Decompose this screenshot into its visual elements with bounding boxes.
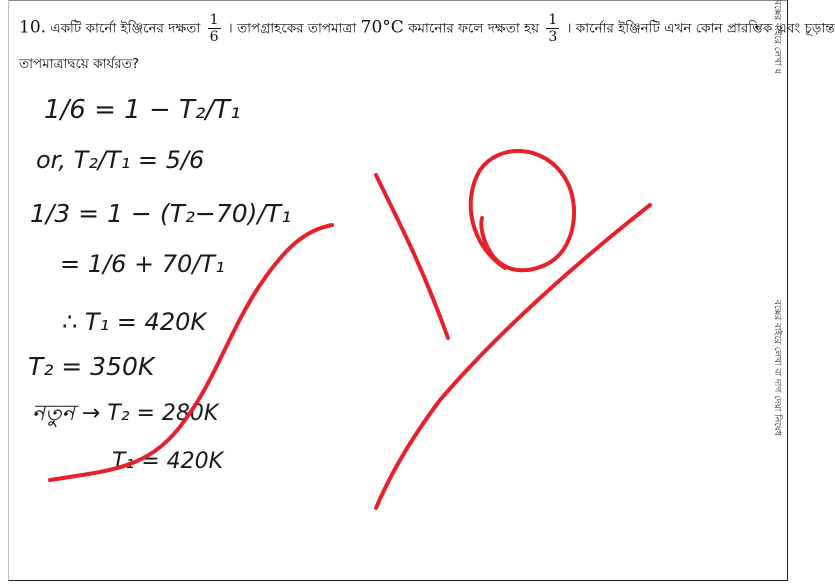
grade-score: 10 bbox=[0, 0, 2, 1]
margin-warning-upper: বক্সের বাইরে লেখা য bbox=[772, 0, 782, 74]
work-line-8: T₁ = 420K bbox=[112, 449, 224, 474]
red-check-tick bbox=[376, 205, 650, 508]
question-text-b: । তাপগ্রাহকের তাপমাত্রা bbox=[227, 20, 357, 37]
work-line-5: ∴ T₁ = 420K bbox=[62, 308, 207, 336]
score-digit-one bbox=[376, 175, 448, 338]
work-line-7: নতুন → T₂ = 280K bbox=[32, 401, 219, 426]
question-text-a: একটি কার্নো ইঞ্জিনের দক্ষতা bbox=[50, 20, 201, 37]
fraction-numerator: 1 bbox=[548, 12, 558, 28]
work-line-4: = 1/6 + 70/T₁ bbox=[60, 250, 225, 278]
temperature-value: 70 bbox=[360, 17, 383, 38]
question-text-c: কমানোর ফলে দক্ষতা হয় bbox=[408, 20, 540, 37]
question-line-2: তাপমাত্রাদ্বয়ে কার্যরত? bbox=[19, 56, 140, 72]
score-digit-zero bbox=[471, 151, 574, 270]
work-line-1: 1/6 = 1 − T₂/T₁ bbox=[44, 95, 241, 125]
work-line-6: T₂ = 350K bbox=[28, 352, 155, 381]
work-line-3: 1/3 = 1 − (T₂−70)/T₁ bbox=[30, 199, 292, 228]
margin-warning-lower: বক্সের বাইরে লেখা বা দাগ দেয়া নিষেধ bbox=[772, 300, 782, 436]
question-number: 10. bbox=[19, 17, 47, 38]
temperature-unit: °C bbox=[382, 17, 404, 38]
question-text-d: । কার্নোর ইঞ্জিনটি এখন কোন প্রারম্ভিক এবং চূড়ান্ত bbox=[566, 20, 835, 37]
work-line-2: or, T₂/T₁ = 5/6 bbox=[36, 146, 205, 174]
fraction-numerator: 1 bbox=[209, 12, 219, 28]
fraction-denominator: 3 bbox=[548, 29, 558, 45]
fraction-denominator: 6 bbox=[209, 29, 219, 45]
